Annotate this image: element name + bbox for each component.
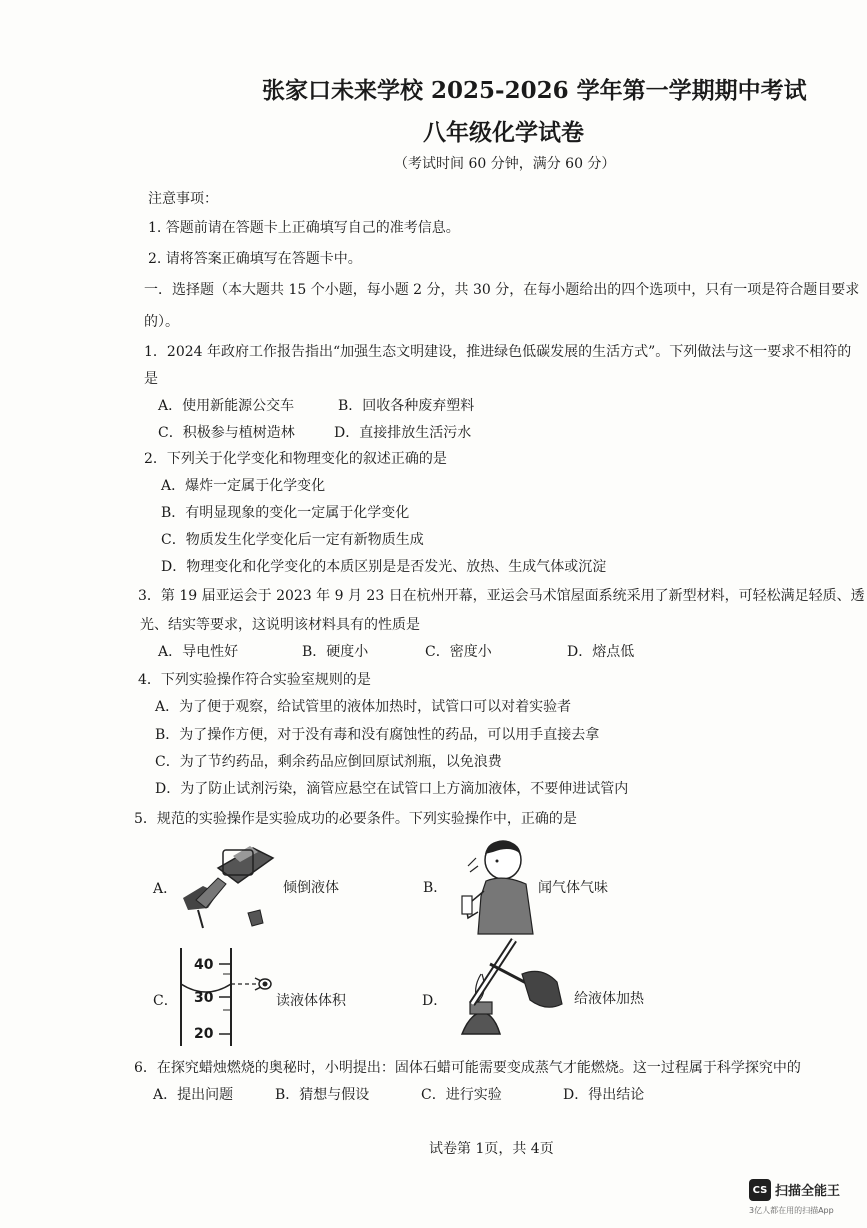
q5-option-d-label: 给液体加热 — [574, 991, 644, 1007]
q6-option-d: D．得出结论 — [563, 1087, 645, 1103]
exam-title: 张家口未来学校 2025-2026 学年第一学期期中考试 — [262, 77, 807, 104]
scanner-watermark — [749, 1179, 861, 1219]
q2-option-d: D．物理变化和化学变化的本质区别是是否发光、放热、生成气体或沉淀 — [161, 559, 607, 575]
cs-logo-icon: CS — [749, 1179, 771, 1201]
q2-stem: 2．下列关于化学变化和物理变化的叙述正确的是 — [144, 451, 447, 467]
q2-option-b: B．有明显现象的变化一定属于化学变化 — [161, 505, 410, 521]
q3-stem: 3．第 19 届亚运会于 2023 年 9 月 23 日在杭州开幕，亚运会马术馆屋面系统采用了新型材料，可轻松满足轻质、透 — [138, 588, 865, 604]
q1-option-a: A．使用新能源公交车 — [158, 398, 295, 414]
cylinder-mark-20: 20 — [194, 1026, 214, 1042]
q3-option-a: A．导电性好 — [158, 644, 239, 660]
heating-liquid-figure — [442, 934, 572, 1049]
q6-option-b: B．猜想与假设 — [275, 1087, 370, 1103]
page-number: 试卷第 1页，共 4页 — [429, 1141, 554, 1157]
q1-option-d: D．直接排放生活污水 — [334, 425, 472, 441]
brand-tagline: 3亿人都在用的扫描App — [749, 1206, 834, 1215]
section-heading: 一．选择题（本大题共 15 个小题，每小题 2 分，共 30 分，在每小题给出的四个选项中，只有一项是符合题目要求 — [144, 282, 860, 298]
notice-heading: 注意事项： — [148, 191, 218, 207]
section-heading-cont: 的）。 — [144, 314, 179, 330]
exam-info: （考试时间 60 分钟，满分 60 分） — [394, 156, 616, 172]
q1-stem: 1．2024 年政府工作报告指出“加强生态文明建设，推进绿色低碳发展的生活方式”。下列做法与这一要求不相符的 — [144, 344, 852, 360]
q6-option-a: A．提出问题 — [153, 1087, 234, 1103]
q5-option-b-label: 闻气体气味 — [538, 880, 608, 896]
q1-option-c: C．积极参与植树造林 — [158, 425, 295, 441]
q6-stem: 6．在探究蜡烛燃烧的奥秘时，小明提出：固体石蜡可能需要变成蒸气才能燃烧。这一过程属于科学探究中的 — [134, 1060, 801, 1076]
q4-option-b: B．为了操作方便，对于没有毒和没有腐蚀性的药品，可以用手直接去拿 — [155, 727, 600, 743]
q6-option-c: C．进行实验 — [421, 1087, 502, 1103]
q3-option-c: C．密度小 — [425, 644, 492, 660]
q4-option-d: D．为了防止试剂污染，滴管应悬空在试管口上方滴加液体，不要伸进试管内 — [155, 781, 629, 797]
q1-option-b: B．回收各种废弃塑料 — [338, 398, 475, 414]
graduated-cylinder-figure — [175, 944, 285, 1049]
q5-option-d-letter: D． — [422, 993, 448, 1009]
cylinder-mark-30: 30 — [194, 990, 214, 1006]
cylinder-mark-40: 40 — [194, 957, 214, 973]
brand-name: 扫描全能王 — [775, 1184, 841, 1199]
q3-option-b: B．硬度小 — [302, 644, 369, 660]
q5-option-b-letter: B． — [423, 880, 448, 896]
q1-stem-cont: 是 — [144, 371, 158, 387]
q5-option-c-letter: C． — [153, 993, 178, 1009]
q4-stem: 4．下列实验操作符合实验室规则的是 — [138, 672, 371, 688]
q2-option-c: C．物质发生化学变化后一定有新物质生成 — [161, 532, 424, 548]
q5-stem: 5．规范的实验操作是实验成功的必要条件。下列实验操作中，正确的是 — [134, 811, 577, 827]
q5-option-a-letter: A． — [153, 881, 178, 897]
q4-option-c: C．为了节约药品，剩余药品应倒回原试剂瓶，以免浪费 — [155, 754, 502, 770]
smelling-gas-figure — [448, 836, 538, 936]
exam-subtitle: 八年级化学试卷 — [423, 119, 584, 146]
notice-item: 1. 答题前请在答题卡上正确填写自己的准考信息。 — [148, 220, 460, 236]
q3-option-d: D．熔点低 — [567, 644, 635, 660]
q5-option-a-label: 倾倒液体 — [283, 880, 339, 896]
q5-option-c-label: 读液体体积 — [276, 993, 346, 1009]
q4-option-a: A．为了便于观察，给试管里的液体加热时，试管口可以对着实验者 — [155, 699, 572, 715]
q3-stem-cont: 光、结实等要求，这说明该材料具有的性质是 — [140, 617, 420, 633]
pouring-liquid-figure — [178, 838, 283, 933]
notice-item: 2. 请将答案正确填写在答题卡中。 — [148, 251, 362, 267]
q2-option-a: A．爆炸一定属于化学变化 — [161, 478, 326, 494]
